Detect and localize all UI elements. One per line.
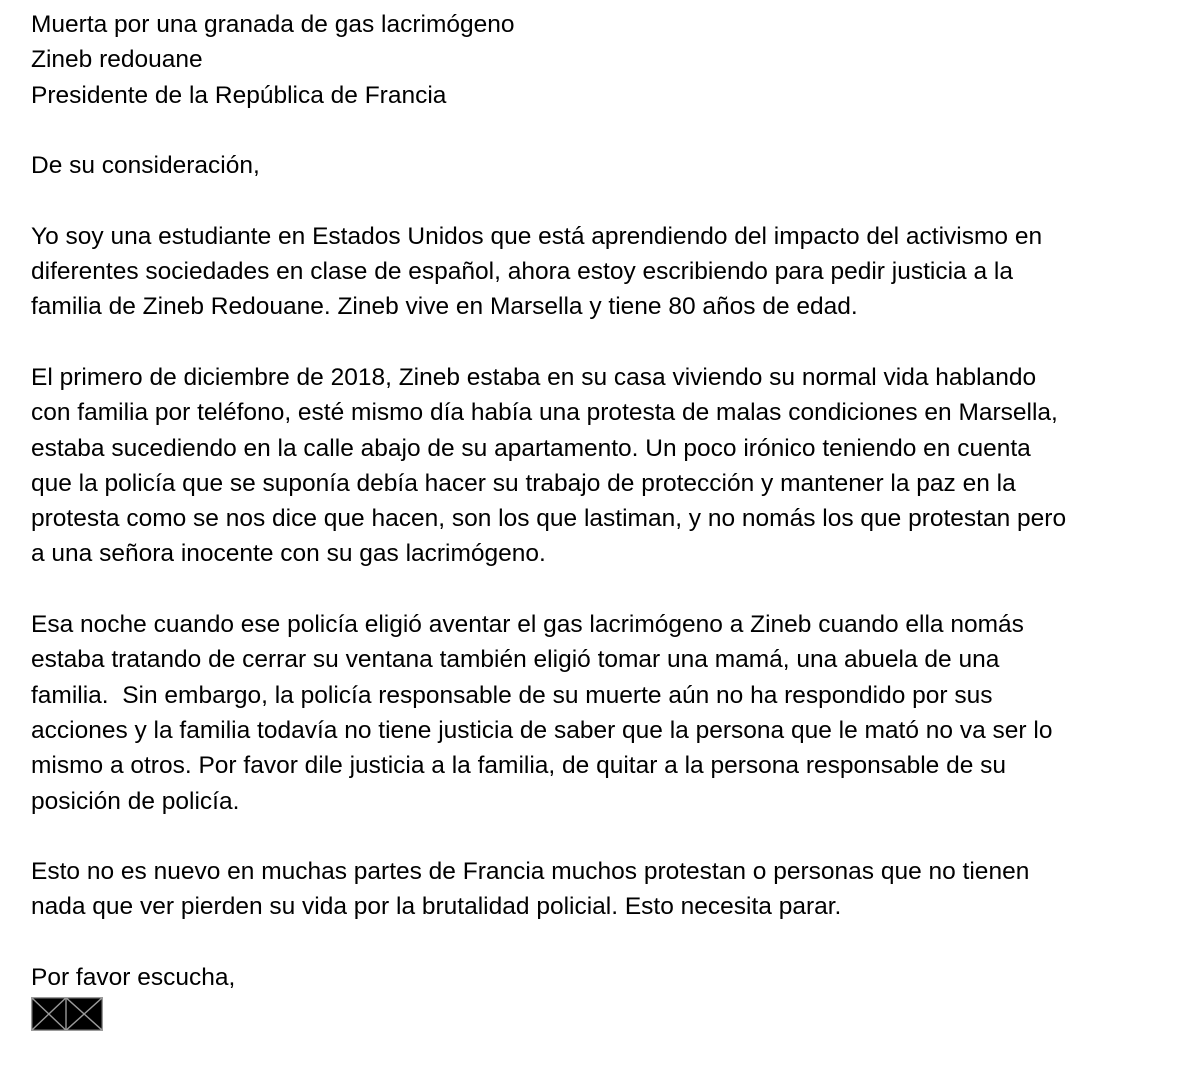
paragraph-line: estaba sucediendo en la calle abajo de su apartamento. Un poco irónico teniendo en cuenta: [31, 434, 1031, 462]
paragraph-line: Esa noche cuando ese policía eligió aventar el gas lacrimógeno a Zineb cuando ella nomás: [31, 611, 1024, 639]
paragraph-line: estaba tratando de cerrar su ventana también eligió tomar una mamá, una abuela de una: [31, 646, 1000, 674]
letter: [31, 7, 1181, 1031]
closing: Por favor escucha,: [31, 964, 236, 992]
paragraph-line: El primero de diciembre de 2018, Zineb estaba en su casa viviendo su normal vida hablando: [31, 363, 1037, 391]
closing-paragraph: [31, 960, 1181, 1031]
body-paragraph-4: [31, 854, 1181, 925]
letter-subject: Muerta por una granada de gas lacrimógeno: [31, 11, 515, 38]
paragraph-line: diferentes sociedades en clase de español, ahora estoy escribiendo para pedir justicia a la: [31, 258, 1013, 286]
paragraph-line: Yo soy una estudiante en Estados Unidos que está aprendiendo del impacto del activismo en: [31, 222, 1043, 250]
paragraph-line: protesta como se nos dice que hacen, son los que lastiman, y no nomás los que protestan pero: [31, 505, 1067, 533]
paragraph-line: Esto no es nuevo en muchas partes de Francia muchos protestan o personas que no tienen: [31, 858, 1030, 886]
letter-sender: Zineb redouane: [31, 46, 203, 74]
paragraph-line: con familia por teléfono, esté mismo día había una protesta de malas condiciones en Marsella,: [31, 399, 1058, 427]
body-paragraph-3: [31, 607, 1181, 819]
paragraph-line: nada que ver pierden su vida por la brutalidad policial. Esto necesita parar.: [31, 893, 842, 921]
paragraph-line: posición de policía.: [31, 787, 240, 815]
body-paragraph-1: [31, 219, 1181, 325]
redacted-signature-icon: [31, 997, 103, 1031]
paragraph-line: mismo a otros. Por favor dile justicia a la familia, de quitar a la persona responsable de su: [31, 752, 1007, 780]
paragraph-line: que la policía que se suponía debía hacer su trabajo de protección y mantener la paz en la: [31, 469, 1016, 497]
body-paragraph-2: [31, 360, 1181, 572]
salutation-paragraph: [31, 148, 1181, 183]
paragraph-line: acciones y la familia todavía no tiene justicia de saber que la persona que le mató no va ser lo: [31, 716, 1053, 744]
letter-recipient: Presidente de la República de Francia: [31, 81, 447, 109]
paragraph-line: familia. Sin embargo, la policía responsable de su muerte aún no ha respondido por sus: [31, 681, 993, 709]
salutation: De su consideración,: [31, 152, 260, 180]
letter-header: [31, 7, 1181, 113]
paragraph-line: a una señora inocente con su gas lacrimógeno.: [31, 540, 546, 568]
paragraph-line: familia de Zineb Redouane. Zineb vive en Marsella y tiene 80 años de edad.: [31, 293, 858, 321]
